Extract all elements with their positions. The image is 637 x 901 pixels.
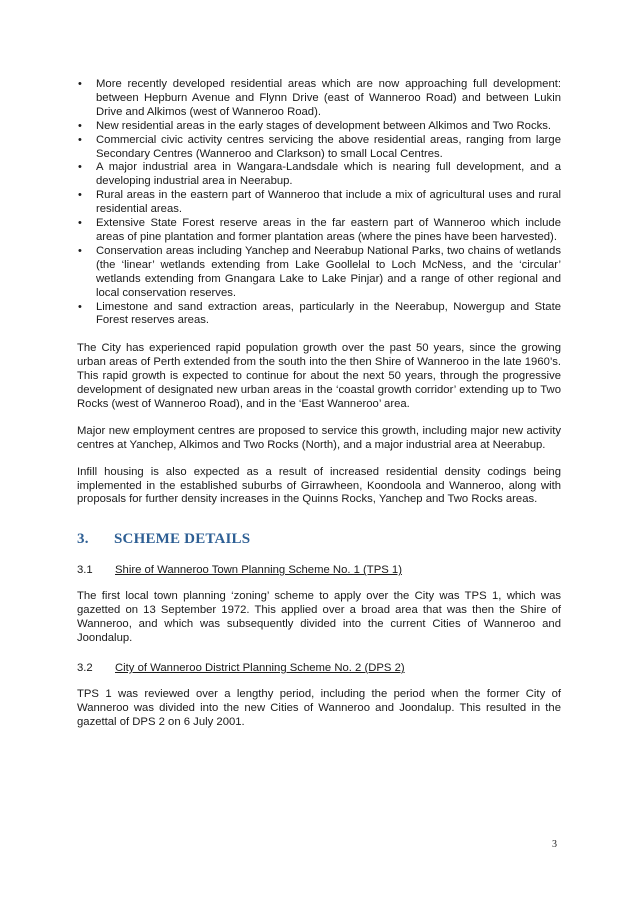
land-use-bullet-list <box>77 78 561 328</box>
employment-paragraph: Major new employment centres are proposed to service this growth, including major new activity centres at Yanchep, Alkimos and Two Rocks (North), and a major industrial area at Neerabup. <box>77 424 561 451</box>
list-item: • More recently developed residential areas which are now approaching full development: between Hepburn Avenue and Flynn Drive (east of Wanneroo Road) and between Lukin Drive and Alkimos (west of Wanneroo Road). <box>77 78 561 120</box>
infill-paragraph: Infill housing is also expected as a result of increased residential density codings being implemented in the established suburbs of Girrawheen, Koondoola and Wanneroo, along with proposals for further density increases in the Quinns Rocks, Yanchep and Two Rocks areas. <box>77 465 561 506</box>
list-item: • Commercial civic activity centres servicing the above residential areas, ranging from large Secondary Centres (Wanneroo and Clarkson) to small Local Centres. <box>77 134 561 162</box>
list-item: • New residential areas in the early stages of development between Alkimos and Two Rocks. <box>77 120 561 134</box>
dps2-paragraph: TPS 1 was reviewed over a lengthy period, including the period when the former City of Wanneroo was divided into the new Cities of Wanneroo and Joondalup. This resulted in the gazettal of DPS 2 on 6 July 2001. <box>77 688 561 728</box>
tps1-paragraph: The first local town planning ‘zoning’ scheme to apply over the City was TPS 1, which was gazetted on 13 September 1972. This applied over a broad area that was then the Shire of Wanneroo, and which was subsequently divided into the current Cities of Wanneroo and Joondalup. <box>77 590 561 645</box>
list-item: • Rural areas in the eastern part of Wanneroo that include a mix of agricultural uses and rural residential areas. <box>77 189 561 217</box>
list-item: • A major industrial area in Wangara-Landsdale which is nearing full development, and a developing industrial area in Neerabup. <box>77 161 561 189</box>
subsection-heading-dps2 <box>77 661 561 675</box>
list-item: • Extensive State Forest reserve areas in the far eastern part of Wanneroo which include areas of pine plantation and former plantation areas (where the pines have been harvested). <box>77 217 561 245</box>
list-item: • Limestone and sand extraction areas, particularly in the Neerabup, Nowergup and State Forest reserves areas. <box>77 301 561 329</box>
subsection-heading-tps1 <box>77 563 561 577</box>
subsection-title: Shire of Wanneroo Town Planning Scheme No. 1 (TPS 1) <box>115 564 402 577</box>
section-title: SCHEME DETAILS <box>114 531 251 548</box>
subsection-number: 3.1 <box>77 564 93 577</box>
section-heading <box>77 531 561 548</box>
section-number: 3. <box>77 531 89 548</box>
subsection-title: City of Wanneroo District Planning Scheme No. 2 (DPS 2) <box>115 662 405 674</box>
list-item: • Conservation areas including Yanchep and Neerabup National Parks, two chains of wetlands (the ‘linear’ wetlands extending from Lake Goollelal to Loch McNess, and the ‘circular’ wetlands extending from Gnangara Lake to Lake Pinjar) and a range of other regional and local conservation reserves. <box>77 245 561 301</box>
growth-paragraph: The City has experienced rapid population growth over the past 50 years, since the growing urban areas of Perth extended from the south into the then Shire of Wanneroo in the late 1960’s. This rapid growth is expected to continue for about the next 50 years, through the progressive development of designated new urban areas in the ‘coastal growth corridor’ extending up to Two Rocks (west of Wanneroo Road), and in the ‘East Wanneroo’ area. <box>77 342 561 410</box>
subsection-number: 3.2 <box>77 662 93 674</box>
page-content <box>77 78 561 730</box>
page-number: 3 <box>552 839 557 850</box>
